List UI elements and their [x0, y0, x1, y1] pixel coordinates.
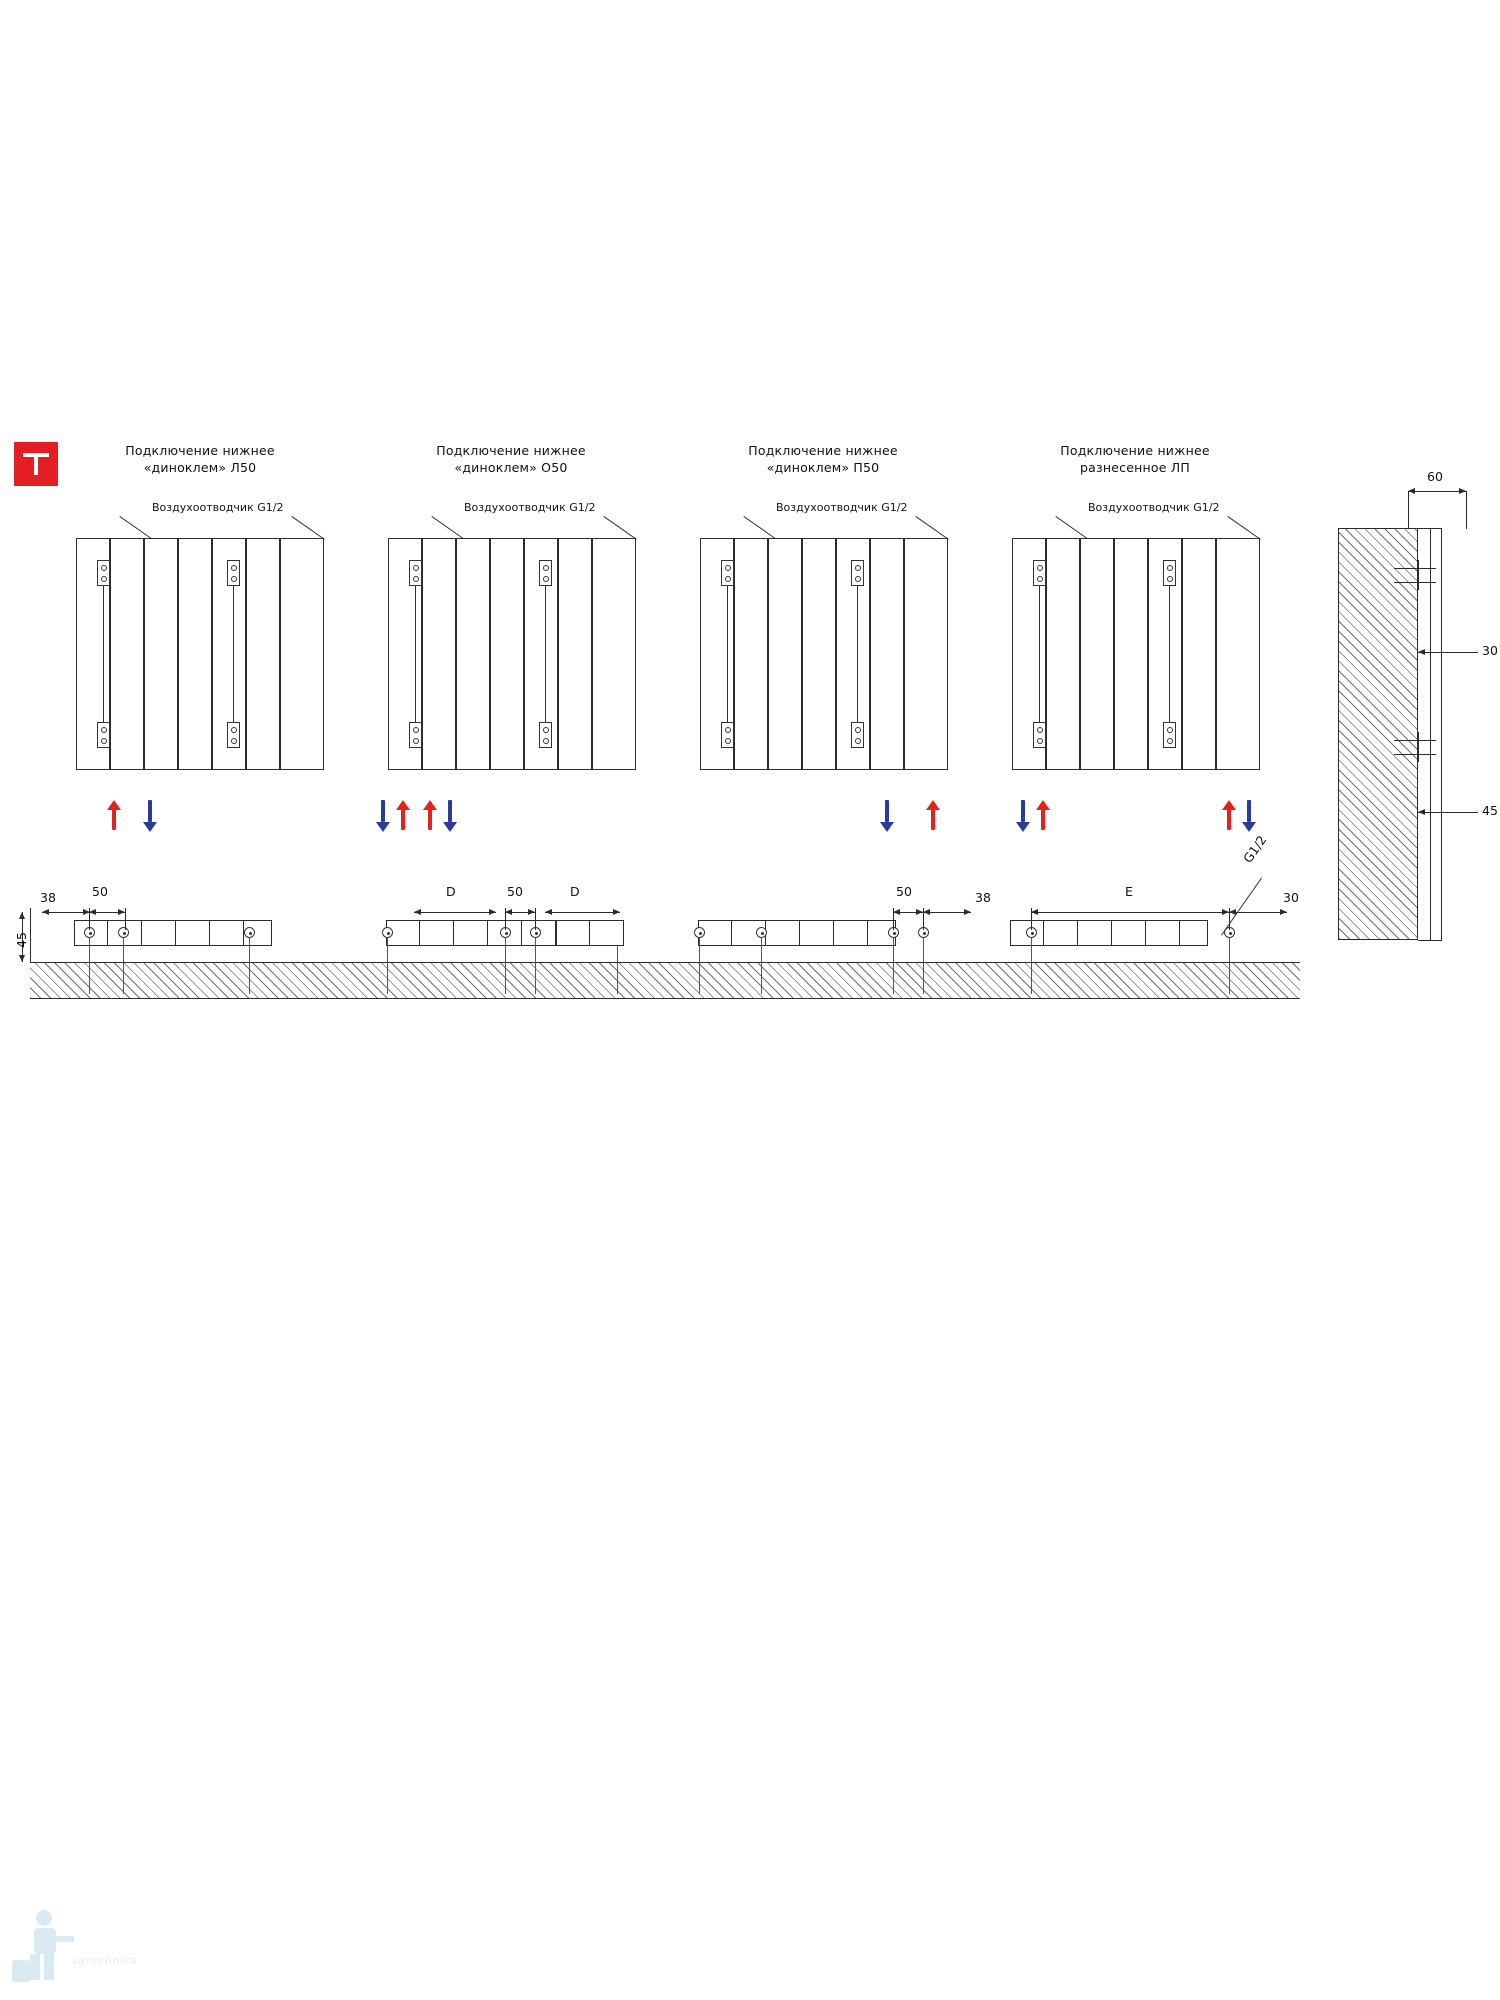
valve-block	[97, 560, 110, 586]
dim-ext-50-2a	[505, 908, 506, 930]
dim-line-30	[1418, 652, 1478, 653]
variant-title-1-line2: «диноклем» Л50	[143, 460, 257, 475]
dim-arrow-50-r	[118, 909, 125, 915]
air-vent-leader-2a	[431, 516, 464, 540]
air-vent-leader-3a	[743, 516, 776, 540]
valve-block	[1033, 722, 1046, 748]
radiator-panel	[802, 538, 836, 770]
dim-label-50-2: 50	[507, 884, 523, 899]
riser-line	[1039, 560, 1040, 748]
plan-seg	[766, 920, 800, 946]
radiator-panel	[490, 538, 524, 770]
riser-line	[415, 560, 416, 748]
dim-label-30-plan: 30	[1283, 890, 1299, 905]
air-vent-leader-4a	[1055, 516, 1088, 540]
variant-title-3-line1: Подключение нижнее	[748, 443, 898, 458]
radiator-panel	[734, 538, 768, 770]
radiator-group-1	[76, 538, 324, 770]
plan-seg	[420, 920, 454, 946]
radiator-panel	[904, 538, 948, 770]
dim-arrow-D2-l	[545, 909, 552, 915]
dim-line-D1	[414, 912, 496, 913]
dim-arrow-45-left	[1418, 809, 1425, 815]
plan-seg	[142, 920, 176, 946]
plan-drop-pipe	[535, 938, 536, 994]
air-vent-label-1: Воздухоотводчик G1/2	[152, 501, 284, 514]
dim-ext-50a	[89, 908, 90, 930]
valve-block	[1163, 560, 1176, 586]
dim-label-D-2: D	[570, 884, 580, 899]
plan-drop-pipe	[617, 938, 618, 994]
wall-bracket-lower2	[1394, 754, 1436, 755]
radiator-panel	[558, 538, 592, 770]
thread-label-G12: G1/2	[1240, 832, 1270, 866]
air-vent-label-3: Воздухоотводчик G1/2	[776, 501, 908, 514]
dim-ext-45-plan	[30, 908, 31, 962]
variant-title-2-line1: Подключение нижнее	[436, 443, 586, 458]
radiator-panel	[1046, 538, 1080, 770]
riser-line	[545, 560, 546, 748]
plan-seg	[800, 920, 834, 946]
radiator-panel	[870, 538, 904, 770]
air-vent-leader-1a	[119, 516, 152, 540]
radiator-panel	[1182, 538, 1216, 770]
dim-ext-50-3a	[893, 908, 894, 930]
valve-block	[97, 722, 110, 748]
dim-label-45: 45	[1482, 803, 1498, 818]
valve-block	[1033, 560, 1046, 586]
dim-ext-60-b	[1466, 491, 1467, 529]
radiator-group-2	[388, 538, 636, 770]
wall-section-hatch	[1338, 528, 1418, 940]
riser-line	[1169, 560, 1170, 748]
plan-drop-pipe	[123, 938, 124, 994]
plan-drop-pipe	[89, 938, 90, 994]
dim-arrow-50-l	[89, 909, 96, 915]
radiator-panel	[456, 538, 490, 770]
variant-title-2	[387, 442, 635, 476]
valve-block	[851, 560, 864, 586]
plan-port	[382, 927, 393, 938]
dim-arrow-D1-l	[414, 909, 421, 915]
plan-seg	[1146, 920, 1180, 946]
variant-title-4-line1: Подключение нижнее	[1060, 443, 1210, 458]
dim-arrow-50-3l	[893, 909, 900, 915]
plan-drop-pipe	[761, 938, 762, 994]
dim-label-38-2: 38	[975, 890, 991, 905]
dim-label-E: E	[1125, 884, 1133, 899]
plan-seg	[1112, 920, 1146, 946]
watermark-text: santehnika	[72, 1954, 138, 1967]
wall-bracket-upper	[1394, 568, 1436, 569]
plan-port	[694, 927, 705, 938]
radiator-panel	[768, 538, 802, 770]
floor-line-bottom	[30, 998, 1300, 999]
plan-seg	[556, 920, 590, 946]
valve-block	[409, 722, 422, 748]
dim-label-50-3: 50	[896, 884, 912, 899]
dim-ext-60-a	[1408, 491, 1409, 529]
air-vent-leader-2b	[603, 516, 636, 540]
plan-drop-pipe	[893, 938, 894, 994]
dim-label-D-1: D	[446, 884, 456, 899]
radiator-panel	[1114, 538, 1148, 770]
radiator-panel	[178, 538, 212, 770]
air-vent-leader-3b	[915, 516, 948, 540]
watermark-plumber-icon	[10, 1902, 130, 1992]
plan-drop-pipe	[1031, 938, 1032, 994]
dim-label-30: 30	[1482, 643, 1498, 658]
valve-block	[227, 722, 240, 748]
wall-panel-edge	[1430, 528, 1431, 940]
wall-bracket-edge	[1418, 732, 1419, 762]
dim-arrow-50-3r	[916, 909, 923, 915]
dim-arrow-E-r	[1222, 909, 1229, 915]
plan-seg	[1078, 920, 1112, 946]
plan-seg	[834, 920, 868, 946]
valve-block	[539, 722, 552, 748]
valve-block	[721, 722, 734, 748]
dim-arrow-60-right	[1459, 488, 1466, 494]
valve-block	[539, 560, 552, 586]
plan-seg	[1044, 920, 1078, 946]
variant-title-3-line2: «диноклем» П50	[766, 460, 880, 475]
dim-line-E	[1031, 912, 1229, 913]
dim-ext-E-a	[1031, 908, 1032, 930]
dim-label-50-1: 50	[92, 884, 108, 899]
variant-title-3	[699, 442, 947, 476]
plan-drop-pipe	[505, 938, 506, 994]
plan-port	[756, 927, 767, 938]
air-vent-label-4: Воздухоотводчик G1/2	[1088, 501, 1220, 514]
wall-panel-bottom	[1418, 940, 1442, 941]
dim-arrow-38-l	[42, 909, 49, 915]
variant-title-1-line1: Подключение нижнее	[125, 443, 275, 458]
air-vent-leader-4b	[1227, 516, 1260, 540]
floor-hatch	[30, 963, 1300, 998]
riser-line	[727, 560, 728, 748]
dim-arrow-38-3r	[964, 909, 971, 915]
wall-panel-top	[1418, 528, 1442, 529]
radiator-panel	[422, 538, 456, 770]
dim-label-60: 60	[1427, 469, 1443, 484]
plan-port	[244, 927, 255, 938]
dim-arrow-30-pr	[1280, 909, 1287, 915]
plan-drop-pipe	[249, 938, 250, 994]
radiator-group-4	[1012, 538, 1260, 770]
dim-arrow-D1-r	[489, 909, 496, 915]
valve-block	[227, 560, 240, 586]
riser-line	[103, 560, 104, 748]
riser-line	[233, 560, 234, 748]
dim-ext-50b	[125, 908, 126, 930]
plan-drop-pipe	[699, 938, 700, 994]
dim-line-45	[1418, 812, 1478, 813]
radiator-panel	[144, 538, 178, 770]
plan-seg	[454, 920, 488, 946]
valve-block	[1163, 722, 1176, 748]
valve-block	[851, 722, 864, 748]
wall-bracket-lower	[1394, 740, 1436, 741]
dim-arrow-60-left	[1408, 488, 1415, 494]
dim-arrow-D2-r	[613, 909, 620, 915]
radiator-group-3	[700, 538, 948, 770]
wall-bracket-edge	[1418, 560, 1419, 590]
dim-ext-50-2b	[535, 908, 536, 930]
plan-seg	[176, 920, 210, 946]
plan-seg	[210, 920, 244, 946]
air-vent-leader-1b	[291, 516, 324, 540]
dim-arrow-38-3l	[923, 909, 930, 915]
plan-drop-pipe	[387, 938, 388, 994]
dim-arrow-45-down	[19, 955, 25, 962]
watermark	[10, 1902, 138, 1992]
plan-drop-pipe	[1229, 938, 1230, 994]
dim-arrow-50-2r	[528, 909, 535, 915]
valve-block	[721, 560, 734, 586]
dim-arrow-50-2l	[505, 909, 512, 915]
variant-title-1	[76, 442, 324, 476]
dim-arrow-30-left	[1418, 649, 1425, 655]
air-vent-label-2: Воздухоотводчик G1/2	[464, 501, 596, 514]
radiator-panel	[1216, 538, 1260, 770]
radiator-panel	[592, 538, 636, 770]
radiator-panel	[280, 538, 324, 770]
dim-arrow-45-up	[19, 912, 25, 919]
plan-port	[118, 927, 129, 938]
radiator-panel	[1080, 538, 1114, 770]
wall-panel-edge	[1441, 528, 1442, 940]
dim-line-60	[1408, 491, 1466, 492]
radiator-panel	[246, 538, 280, 770]
riser-line	[857, 560, 858, 748]
brand-logo-icon	[14, 442, 58, 486]
wall-bracket-upper2	[1394, 582, 1436, 583]
thread-leader	[1221, 878, 1262, 936]
dim-label-45-plan: 45	[14, 932, 29, 948]
variant-title-4-line2: разнесенное ЛП	[1080, 460, 1190, 475]
plan-drop-pipe	[923, 938, 924, 994]
dim-line-D2	[545, 912, 620, 913]
dim-arrow-E-l	[1031, 909, 1038, 915]
variant-title-4	[1011, 442, 1259, 476]
variant-title-2-line2: «диноклем» О50	[454, 460, 568, 475]
radiator-panel	[110, 538, 144, 770]
valve-block	[409, 560, 422, 586]
dim-label-38: 38	[40, 890, 56, 905]
